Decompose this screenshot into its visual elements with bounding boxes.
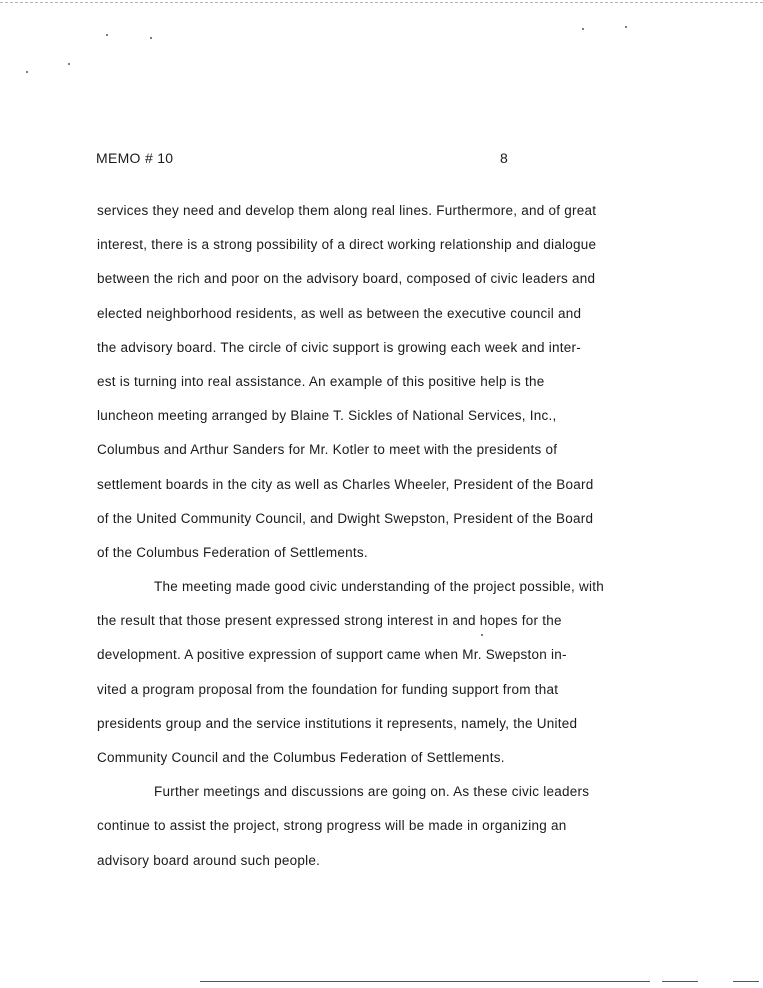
text-line: luncheon meeting arranged by Blaine T. Sickles of National Services, Inc., [97, 408, 557, 424]
text-line: Community Council and the Columbus Federation of Settlements. [97, 750, 505, 765]
text-line: of the United Community Council, and Dwight Swepston, President of the Board [97, 510, 594, 526]
text-line: of the Columbus Federation of Settlements. [97, 544, 368, 560]
scan-speck [582, 28, 584, 30]
bottom-edge-rule [200, 981, 650, 982]
text-line: the advisory board. The circle of civic support is growing each week and inter- [97, 339, 581, 355]
memo-number-heading: MEMO # 10 [96, 150, 174, 166]
text-line: settlement boards in the city as well as Charles Wheeler, President of the Board [97, 476, 594, 492]
text-line: presidents group and the service institutions it represents, namely, the United [97, 715, 578, 731]
text-line: interest, there is a strong possibility of a direct working relationship and dialogue [97, 237, 597, 253]
memo-body [97, 201, 737, 885]
text-line: the result that those present expressed strong interest in and hopes for the [97, 613, 562, 629]
scan-speck [26, 71, 28, 73]
text-line: continue to assist the project, strong progress will be made in organizing an [97, 818, 567, 834]
text-line: between the rich and poor on the advisory board, composed of civic leaders and [97, 271, 596, 287]
text-line: vited a program proposal from the foundation for funding support from that [97, 681, 559, 697]
scan-speck [106, 34, 108, 36]
text-line: services they need and develop them along real lines. Furthermore, and of great [97, 203, 597, 218]
text-line: Columbus and Arthur Sanders for Mr. Kotler to meet with the presidents of [97, 442, 558, 458]
text-line: development. A positive expression of support came when Mr. Swepston in- [97, 647, 567, 663]
bottom-edge-rule [733, 981, 759, 982]
top-perforation-edge [0, 2, 763, 3]
text-line: est is turning into real assistance. An example of this positive help is the [97, 373, 545, 389]
text-line: The meeting made good civic understanding of the project possible, with [154, 579, 605, 595]
text-line: Further meetings and discussions are going on. As these civic leaders [154, 784, 590, 800]
page-number: 8 [500, 150, 508, 166]
scan-speck [68, 63, 70, 65]
scan-speck [625, 26, 627, 28]
text-line: advisory board around such people. [97, 852, 321, 868]
bottom-edge-rule [662, 981, 698, 982]
text-line: elected neighborhood residents, as well as between the executive council and [97, 305, 582, 321]
scan-speck [150, 37, 152, 39]
